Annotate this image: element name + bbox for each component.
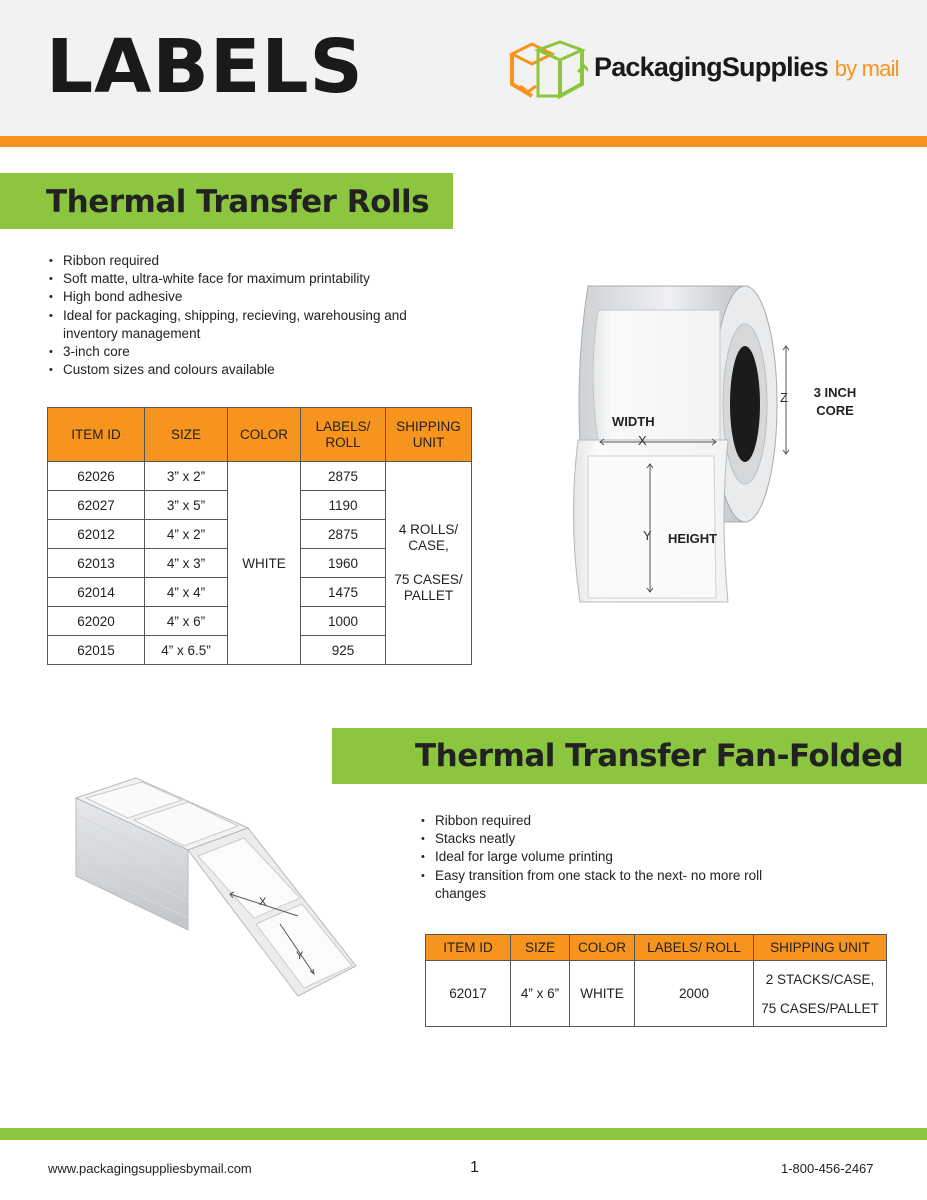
item-id-cell: 62012 xyxy=(48,520,145,549)
list-item: • Ideal for large volume printing xyxy=(419,848,799,866)
size-cell: 3” x 2” xyxy=(145,462,228,491)
height-label: HEIGHT xyxy=(668,531,718,546)
logo-suffix-text: by mail xyxy=(834,56,899,81)
item-id-cell: 62026 xyxy=(48,462,145,491)
column-header: COLOR xyxy=(228,408,301,462)
column-header: LABELS/ ROLL xyxy=(635,935,754,961)
website-link[interactable]: www.packagingsuppliesbymail.com xyxy=(48,1161,252,1176)
size-cell: 4” x 6.5” xyxy=(145,636,228,665)
fanfold-x-label: X xyxy=(259,896,267,908)
labels-cell: 1000 xyxy=(301,607,386,636)
item-id-cell: 62014 xyxy=(48,578,145,607)
item-id-cell: 62015 xyxy=(48,636,145,665)
list-item: • Easy transition from one stack to the next- no more roll changes xyxy=(419,867,799,903)
list-item: • 3-inch core xyxy=(47,343,447,361)
list-item: • Ribbon required xyxy=(47,252,447,270)
fanfold-table xyxy=(425,934,887,1027)
label-roll-illustration xyxy=(560,280,790,610)
phone-number: 1-800-456-2467 xyxy=(781,1161,874,1176)
box-logo-icon xyxy=(508,40,588,100)
core-label xyxy=(806,384,864,420)
labels-cell: 1960 xyxy=(301,549,386,578)
labels-cell: 925 xyxy=(301,636,386,665)
table-row xyxy=(48,462,472,491)
labels-cell: 2875 xyxy=(301,462,386,491)
width-label: WIDTH xyxy=(612,414,655,429)
shipping-unit-cell xyxy=(386,462,472,665)
item-id-cell: 62013 xyxy=(48,549,145,578)
column-header: COLOR xyxy=(570,935,635,961)
list-item: • High bond adhesive xyxy=(47,288,447,306)
size-cell: 4” x 3” xyxy=(145,549,228,578)
x-axis-label: X xyxy=(638,433,647,448)
company-logo xyxy=(508,40,898,100)
footer-divider xyxy=(0,1128,927,1140)
size-cell: 4” x 2” xyxy=(145,520,228,549)
column-header: LABELS/ ROLL xyxy=(301,408,386,462)
labels-cell: 1475 xyxy=(301,578,386,607)
rolls-table xyxy=(47,407,472,665)
item-id-cell: 62027 xyxy=(48,491,145,520)
header-divider xyxy=(0,136,927,147)
size-cell: 4” x 6” xyxy=(511,961,570,1027)
list-item: • Ribbon required xyxy=(419,812,799,830)
column-header: SIZE xyxy=(145,408,228,462)
page-title: LABELS xyxy=(46,24,364,110)
labels-cell: 2875 xyxy=(301,520,386,549)
list-item: • Ideal for packaging, shipping, recieving, warehousing and inventory management xyxy=(47,307,447,343)
list-item: • Stacks neatly xyxy=(419,830,799,848)
labels-cell: 2000 xyxy=(635,961,754,1027)
logo-wordmark xyxy=(594,52,899,83)
labels-cell: 1190 xyxy=(301,491,386,520)
column-header: ITEM ID xyxy=(426,935,511,961)
size-cell: 4” x 4” xyxy=(145,578,228,607)
fanfold-stack-illustration xyxy=(66,770,366,1030)
table-row xyxy=(426,961,887,1027)
logo-main-text: PackagingSupplies xyxy=(594,52,828,82)
section2-features xyxy=(419,812,799,903)
list-item: • Soft matte, ultra-white face for maximum printability xyxy=(47,270,447,288)
column-header: SIZE xyxy=(511,935,570,961)
item-id-cell: 62020 xyxy=(48,607,145,636)
size-cell: 4” x 6” xyxy=(145,607,228,636)
section2-title: Thermal Transfer Fan-Folded xyxy=(415,738,904,774)
item-id-cell: 62017 xyxy=(426,961,511,1027)
column-header: SHIPPING UNIT xyxy=(754,935,887,961)
color-cell: WHITE xyxy=(570,961,635,1027)
list-item: • Custom sizes and colours available xyxy=(47,361,447,379)
section1-title: Thermal Transfer Rolls xyxy=(46,184,430,220)
size-cell: 3” x 5” xyxy=(145,491,228,520)
core-label-line: 3 INCH xyxy=(813,385,857,400)
fanfold-y-label: Y xyxy=(296,950,304,962)
color-cell: WHITE xyxy=(228,462,301,665)
shipping-unit-line: 2 STACKS/CASE, xyxy=(765,971,875,987)
y-axis-label: Y xyxy=(643,528,652,543)
shipping-unit-line: 4 ROLLS/ CASE, xyxy=(398,522,459,553)
z-axis-label: Z xyxy=(780,390,788,405)
page-number: 1 xyxy=(470,1159,479,1176)
section1-features xyxy=(47,252,447,379)
shipping-unit-cell xyxy=(754,961,887,1027)
column-header: SHIPPING UNIT xyxy=(386,408,472,462)
shipping-unit-line: 75 CASES/ PALLET xyxy=(394,572,463,603)
core-label-line: CORE xyxy=(816,403,854,418)
column-header: ITEM ID xyxy=(48,408,145,462)
shipping-unit-line: 75 CASES/PALLET xyxy=(761,1000,879,1016)
